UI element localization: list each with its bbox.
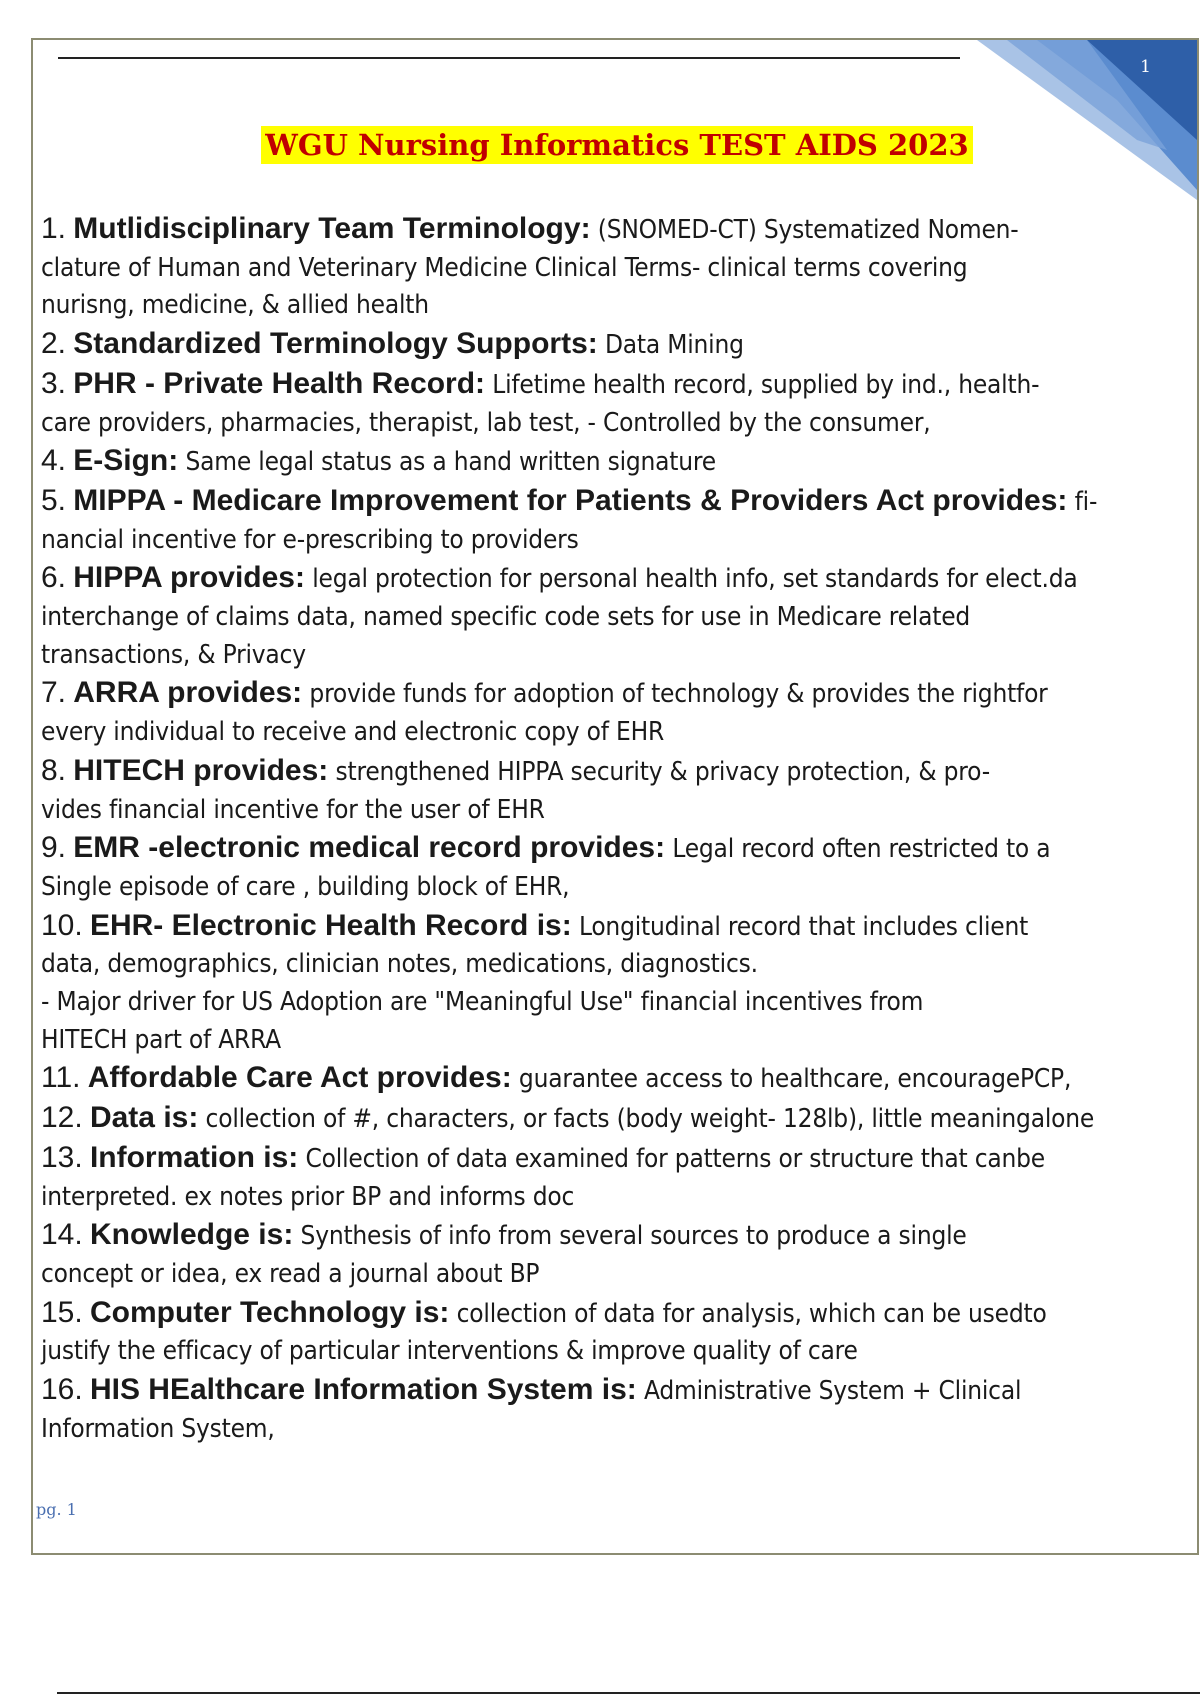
entry-line (41, 1294, 1199, 1334)
entry-line (41, 1179, 1199, 1217)
corner-decoration (967, 40, 1197, 200)
entry-item (41, 210, 1199, 325)
entry-line (41, 752, 1199, 792)
entry-term: E-Sign: (73, 444, 179, 478)
entry-term: Standardized Terminology Supports: (73, 327, 598, 361)
entry-line (41, 1216, 1199, 1256)
entry-item (41, 752, 1199, 829)
entry-line (41, 599, 1199, 637)
entry-line (41, 946, 1199, 984)
entry-text: strengthened HIPPA security & privacy protection, & pro- (328, 756, 990, 787)
entry-number: 6. (41, 561, 67, 595)
entry-line (41, 869, 1199, 907)
entry-item (41, 1371, 1199, 1448)
entry-term: HIPPA provides: (73, 561, 305, 595)
entry-text: Administrative System + Clinical (636, 1376, 1022, 1407)
entry-text: data, demographics, clinician notes, medications, diagnostics. (41, 949, 758, 980)
entry-item (41, 1139, 1199, 1216)
entry-text: Synthesis of info from several sources to produce a single (293, 1221, 967, 1252)
entry-term: Information is: (89, 1140, 299, 1174)
entry-text: legal protection for personal health info, set standards for elect.da (304, 564, 1078, 595)
entry-item (41, 829, 1199, 906)
entry-item (41, 559, 1199, 674)
entry-text: vides financial incentive for the user of EHR (41, 794, 545, 825)
entry-line (41, 325, 1199, 365)
entry-item (41, 1294, 1199, 1371)
entry-line (41, 442, 1199, 482)
entry-text: collection of #, characters, or facts (body weight- 128lb), little meaningalone (198, 1104, 1095, 1135)
page-footer-label: pg. 1 (36, 1500, 77, 1519)
entry-text: (SNOMED-CT) Systematized Nomen- (590, 215, 1019, 245)
entry-number: 4. (41, 444, 67, 478)
entry-term: Mutlidisciplinary Team Terminology: (73, 212, 591, 245)
entry-text: nancial incentive for e-prescribing to providers (41, 524, 579, 555)
entry-term: Data is: (89, 1101, 199, 1135)
document-title: WGU Nursing Informatics TEST AIDS 2023 (261, 126, 972, 164)
entry-term: Affordable Care Act provides: (87, 1061, 512, 1095)
entry-number: 9. (41, 831, 67, 865)
entry-line (41, 1371, 1199, 1411)
entry-line (41, 522, 1199, 560)
entry-item (41, 1059, 1199, 1099)
entry-term: Computer Technology is: (89, 1295, 450, 1329)
entry-text: interchange of claims data, named specific code sets for use in Medicare related (41, 602, 971, 633)
entry-line (41, 829, 1199, 869)
entry-text: Data Mining (597, 330, 744, 361)
entry-text: Collection of data examined for patterns or structure that canbe (298, 1143, 1045, 1174)
entry-text: - Major driver for US Adoption are "Meaningful Use" financial incentives from (41, 987, 924, 1018)
entry-text: every individual to receive and electronic copy of EHR (41, 717, 665, 748)
entry-line (41, 559, 1199, 599)
entry-number: 8. (41, 753, 67, 787)
entry-line (41, 250, 1199, 288)
entry-line (41, 1411, 1199, 1449)
entry-text: Lifetime health record, supplied by ind., health- (485, 369, 1040, 400)
entry-text: interpreted. ex notes prior BP and informs doc (41, 1181, 575, 1212)
entry-number: 2. (41, 327, 67, 361)
entry-text: Longitudinal record that includes client (571, 911, 1029, 942)
entry-text: Legal record often restricted to a (665, 834, 1051, 865)
entry-line (41, 1059, 1199, 1099)
entry-text: nurisng, medicine, & allied health (41, 290, 429, 321)
entry-item (41, 482, 1199, 559)
entry-number: 12. (41, 1101, 83, 1135)
entry-line (41, 674, 1199, 714)
entry-text: transactions, & Privacy (41, 639, 306, 670)
entry-item (41, 907, 1199, 1060)
entry-text: collection of data for analysis, which can be usedto (449, 1298, 1047, 1329)
entry-line (41, 405, 1199, 443)
entry-number: 15. (41, 1295, 83, 1329)
entry-line (41, 1333, 1199, 1371)
entry-item (41, 442, 1199, 482)
entry-line (41, 482, 1199, 522)
entry-line (41, 984, 1199, 1022)
entry-item (41, 365, 1199, 442)
page-number: 1 (1140, 57, 1151, 77)
entry-item (41, 674, 1199, 751)
entry-number: 11. (41, 1061, 81, 1095)
entry-line (41, 365, 1199, 405)
entry-text: guarantee access to healthcare, encouragePCP, (511, 1064, 1072, 1095)
entry-line (41, 287, 1199, 325)
entry-term: HIS HEalthcare Information System is: (89, 1373, 637, 1407)
entry-number: 13. (41, 1140, 83, 1174)
entry-term: EHR- Electronic Health Record is: (89, 908, 572, 942)
entry-text: Same legal status as a hand written signature (178, 447, 716, 478)
entry-number: 5. (41, 483, 67, 517)
entry-term: Knowledge is: (89, 1218, 294, 1252)
entry-text: provide funds for adoption of technology & provides the rightfor (302, 679, 1048, 710)
entry-list (41, 210, 1199, 1449)
entry-line (41, 1099, 1199, 1139)
entry-number: 16. (41, 1373, 83, 1407)
entry-line (41, 1256, 1199, 1294)
entry-item (41, 325, 1199, 365)
entry-text: clature of Human and Veterinary Medicine Clinical Terms- clinical terms covering (41, 252, 968, 283)
header-rule (58, 57, 960, 59)
entry-number: 3. (41, 366, 67, 400)
entry-line (41, 1022, 1199, 1060)
entry-term: MIPPA - Medicare Improvement for Patients & Providers Act provides: (73, 483, 1068, 517)
entry-term: ARRA provides: (73, 676, 303, 710)
entry-number: 10. (41, 908, 83, 942)
entry-number: 7. (41, 676, 67, 710)
entry-item (41, 1216, 1199, 1293)
entry-line (41, 714, 1199, 752)
entry-text: care providers, pharmacies, therapist, lab test, - Controlled by the consumer, (41, 407, 931, 438)
entry-line (41, 637, 1199, 675)
entry-term: EMR -electronic medical record provides: (73, 831, 666, 865)
entry-number: 1. (41, 212, 67, 245)
entry-text: Single episode of care , building block of EHR, (41, 871, 570, 902)
entry-term: HITECH provides: (73, 753, 329, 787)
entry-text: fi- (1067, 486, 1098, 517)
entry-line (41, 907, 1199, 947)
entry-text: concept or idea, ex read a journal about BP (41, 1258, 540, 1289)
entry-number: 14. (41, 1218, 83, 1252)
entry-item (41, 1099, 1199, 1139)
next-page-rule (57, 1692, 1200, 1694)
entry-text: Information System, (41, 1413, 275, 1444)
entry-text: HITECH part of ARRA (41, 1024, 281, 1055)
title-container (33, 126, 1199, 164)
entry-term: PHR - Private Health Record: (73, 366, 486, 400)
entry-text: justify the efficacy of particular interventions & improve quality of care (41, 1336, 858, 1367)
document-page (31, 38, 1199, 1555)
entry-line (41, 792, 1199, 830)
entry-line (41, 1139, 1199, 1179)
entry-line (41, 210, 1199, 250)
